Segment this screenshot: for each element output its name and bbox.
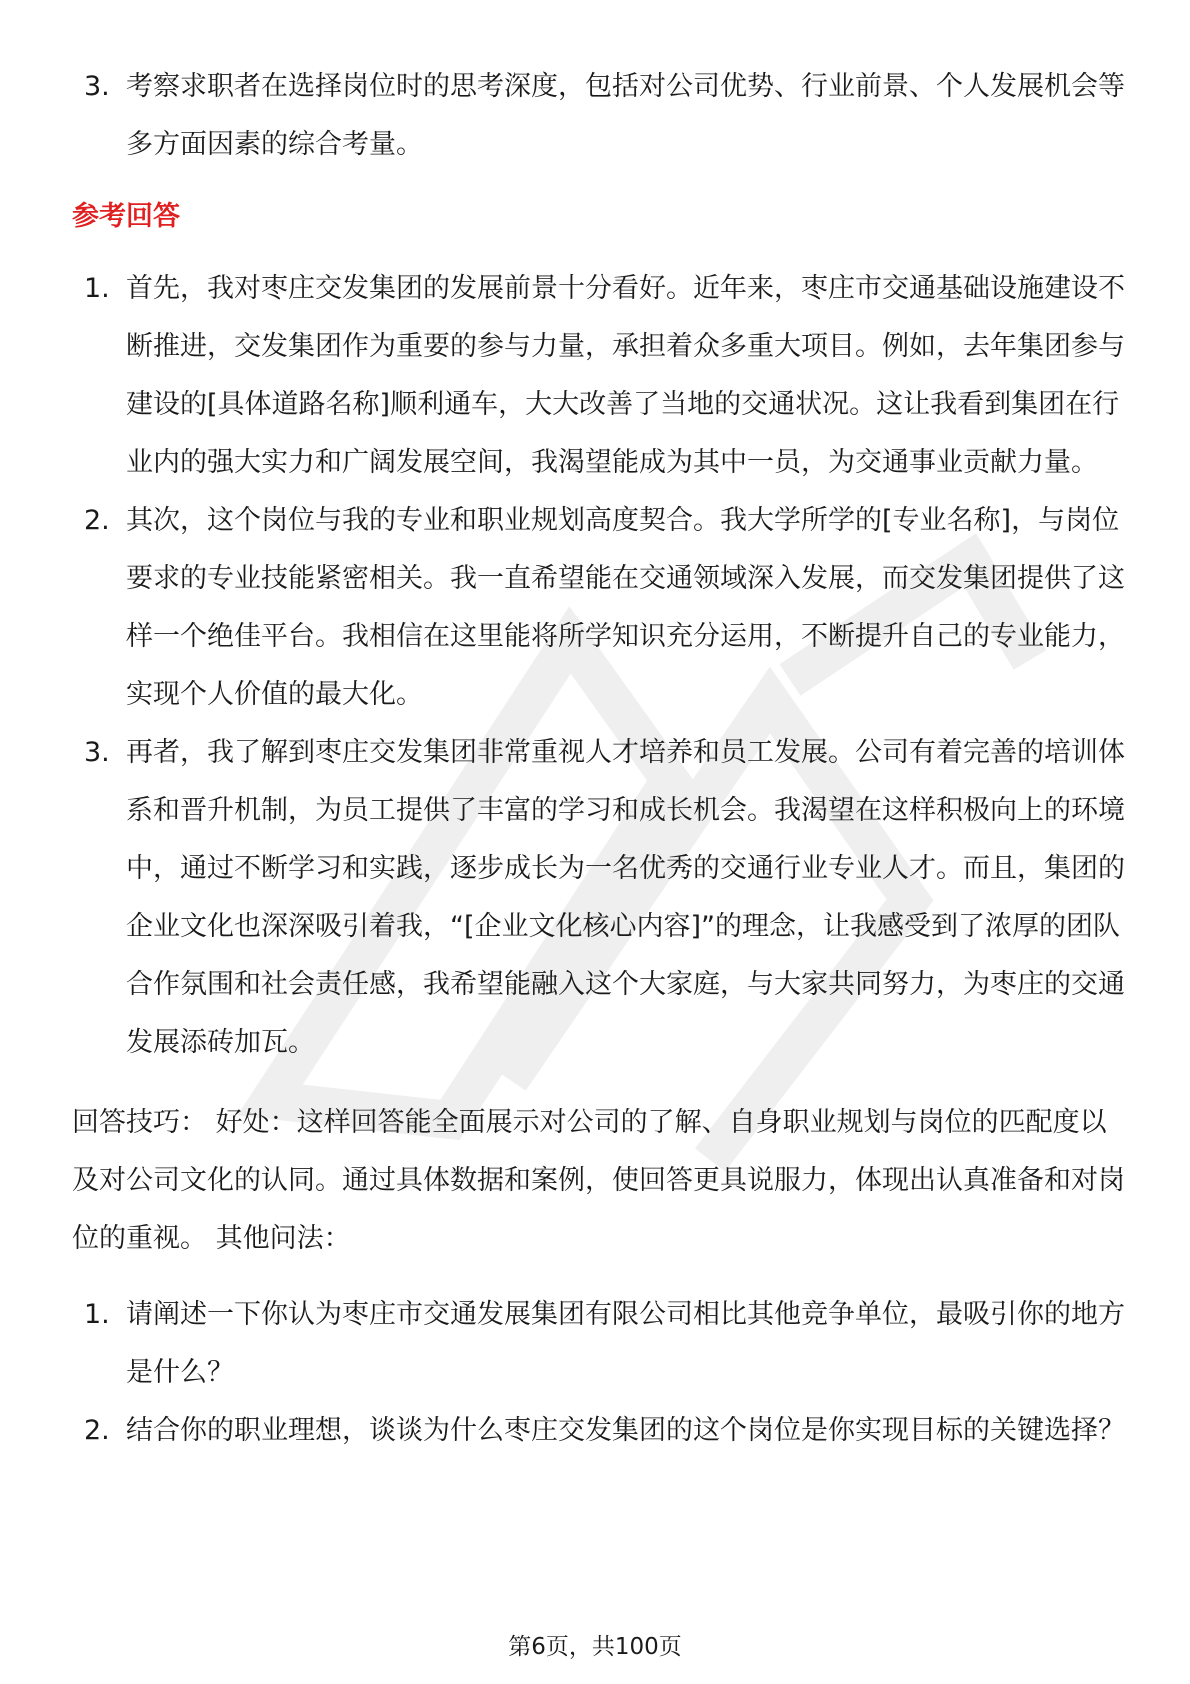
list-text: 请阐述一下你认为枣庄市交通发展集团有限公司相比其他竞争单位，最吸引你的地方是什么？ <box>126 1299 1125 1388</box>
list-text: 结合你的职业理想，谈谈为什么枣庄交发集团的这个岗位是你实现目标的关键选择？ <box>126 1415 1125 1446</box>
list-item <box>72 1286 1132 1402</box>
list-text: 考察求职者在选择岗位时的思考深度，包括对公司优势、行业前景、个人发展机会等多方面因素的综合考量。 <box>126 71 1125 160</box>
page-content <box>72 58 1132 1460</box>
list-item <box>72 1402 1132 1460</box>
list-number: 2. <box>84 505 110 536</box>
list-item <box>72 492 1132 724</box>
answer-list <box>72 260 1132 1072</box>
list-number: 3. <box>84 737 110 768</box>
list-text: 首先，我对枣庄交发集团的发展前景十分看好。近年来，枣庄市交通基础设施建设不断推进，交发集团作为重要的参与力量，承担着众多重大项目。例如，去年集团参与建设的[具体道路名称]顺利通车，大大改善了当地的交通状况。这让我看到集团在行业内的强大实力和广阔发展空间，我渴望能成为其中一员，为交通事业贡献力量。 <box>126 273 1125 478</box>
list-item <box>72 58 1132 174</box>
criteria-list <box>72 58 1132 174</box>
list-number: 2. <box>84 1415 110 1446</box>
list-text: 再者，我了解到枣庄交发集团非常重视人才培养和员工发展。公司有着完善的培训体系和晋升机制，为员工提供了丰富的学习和成长机会。我渴望在这样积极向上的环境中，通过不断学习和实践，逐步成长为一名优秀的交通行业专业人才。而且，集团的企业文化也深深吸引着我，“[企业文化核心内容]”的理念，让我感受到了浓厚的团队合作氛围和社会责任感，我希望能融入这个大家庭，与大家共同努力，为枣庄的交通发展添砖加瓦。 <box>126 737 1125 1058</box>
tips-paragraph: 回答技巧： 好处：这样回答能全面展示对公司的了解、自身职业规划与岗位的匹配度以及对公司文化的认同。通过具体数据和案例，使回答更具说服力，体现出认真准备和对岗位的重视。 其他问法： <box>72 1107 1125 1254</box>
other-questions-list <box>72 1286 1132 1460</box>
list-number: 1. <box>84 273 110 304</box>
list-item <box>72 724 1132 1072</box>
section-heading: 参考回答 <box>72 201 180 232</box>
list-number: 3. <box>84 71 110 102</box>
list-number: 1. <box>84 1299 110 1330</box>
list-text: 其次，这个岗位与我的专业和职业规划高度契合。我大学所学的[专业名称]，与岗位要求的专业技能紧密相关。我一直希望能在交通领域深入发展，而交发集团提供了这样一个绝佳平台。我相信在这里能将所学知识充分运用，不断提升自己的专业能力，实现个人价值的最大化。 <box>126 505 1125 710</box>
page-footer: 第6页，共100页 <box>508 1634 682 1660</box>
list-item <box>72 260 1132 492</box>
